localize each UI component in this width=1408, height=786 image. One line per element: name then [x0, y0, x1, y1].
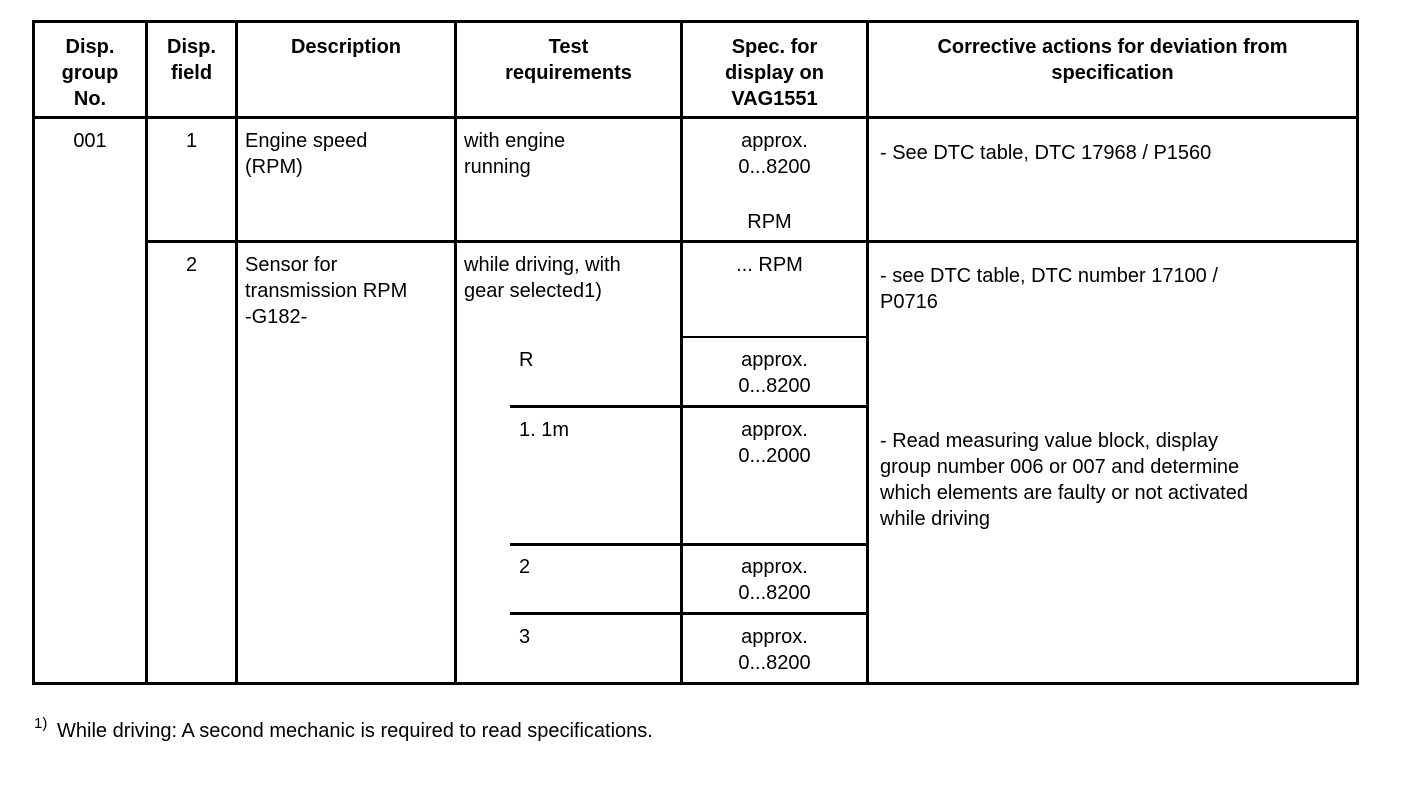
test-requirement-cell: with engine running	[464, 130, 566, 178]
header-disp-field: Disp. field	[167, 36, 216, 84]
gear-spec: approx. 0...8200	[738, 556, 811, 604]
field-number: 1	[185, 130, 198, 152]
gear-label: 2	[519, 556, 531, 578]
footnote-text: While driving: A second mechanic is required to read specifications.	[57, 720, 653, 742]
description-cell: Engine speed (RPM)	[245, 130, 368, 178]
gear-label: 3	[519, 626, 531, 648]
field-number: 2	[185, 254, 198, 276]
header-test-requirements: Test requirements	[505, 36, 632, 84]
header-description: Description	[290, 36, 402, 58]
description-cell: Sensor for transmission RPM -G182-	[245, 254, 408, 328]
spec-value: approx. 0...8200	[738, 130, 811, 178]
header-spec: Spec. for display on VAG1551	[725, 36, 824, 110]
gear-spec: approx. 0...8200	[738, 349, 811, 397]
gear-spec: approx. 0...8200	[738, 626, 811, 674]
corrective-action: - see DTC table, DTC number 17100 / P0716	[880, 265, 1218, 313]
gear-label: R	[519, 349, 534, 371]
corrective-action: - Read measuring value block, display group number 006 or 007 and determine which elements are faulty or not activated while driving	[880, 430, 1248, 530]
footnote-marker: 1)	[34, 715, 48, 732]
spec-unit: RPM	[747, 211, 792, 233]
gear-spec: approx. 0...2000	[738, 419, 811, 467]
test-requirement-cell: while driving, with gear selected1)	[464, 254, 621, 302]
spec-value: ... RPM	[736, 254, 803, 276]
header-corrective-actions: Corrective actions for deviation from specification	[937, 36, 1288, 84]
gear-label: 1. 1m	[519, 419, 570, 441]
header-disp-group: Disp. group No.	[61, 36, 119, 110]
group-number: 001	[73, 130, 107, 152]
corrective-action: - See DTC table, DTC 17968 / P1560	[880, 142, 1212, 164]
